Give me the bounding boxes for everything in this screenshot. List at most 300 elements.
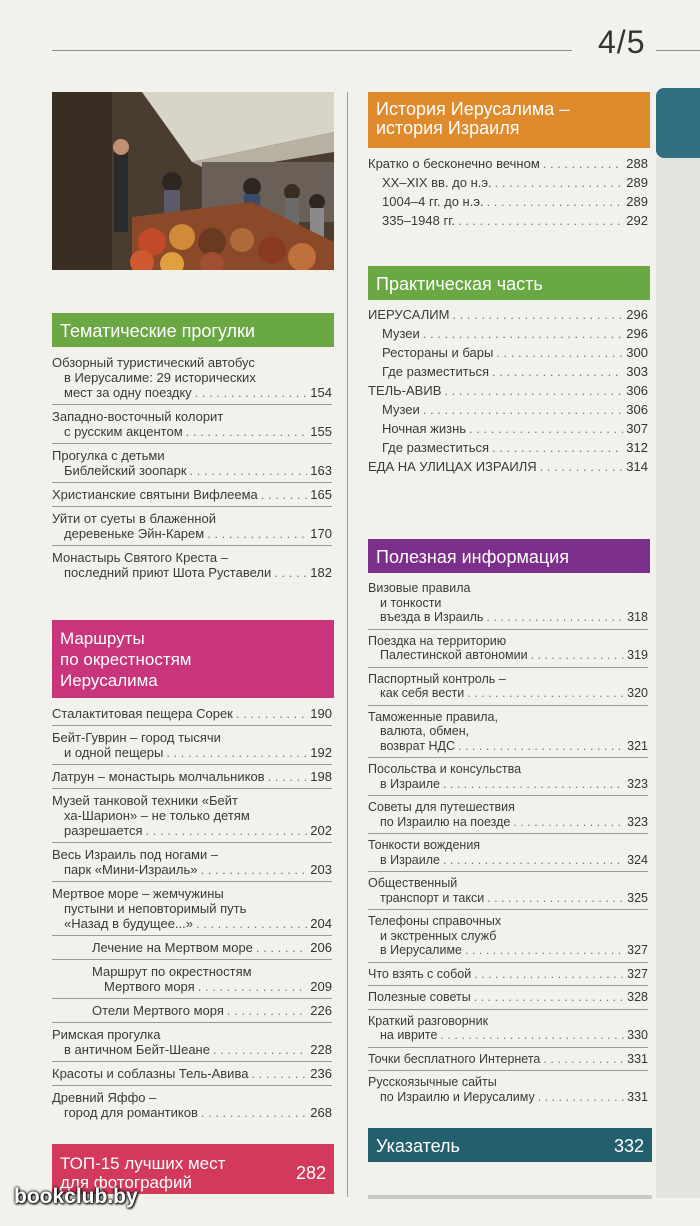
entry-title: Лечение на Мертвом море <box>92 940 253 955</box>
leader-dots <box>201 862 308 877</box>
entry-separator <box>368 1047 648 1048</box>
entry-title: Палестинской автономии <box>380 648 528 662</box>
page-ref: 182 <box>310 565 332 580</box>
entry-text-line: Визовые правила <box>368 581 471 595</box>
page-ref: 203 <box>310 862 332 877</box>
entry-title: с русским акцентом <box>64 424 183 439</box>
entry-separator <box>368 985 648 986</box>
entry-title: Где разместиться <box>382 440 490 455</box>
entry-last-line <box>52 706 332 721</box>
page-ref: 268 <box>310 1105 332 1120</box>
toc-entry[interactable] <box>368 800 648 829</box>
leader-dots <box>496 345 623 360</box>
toc-entry[interactable] <box>368 175 648 190</box>
entry-last-line <box>368 610 648 625</box>
entry-last-line <box>52 1042 332 1057</box>
entry-title: разрешается <box>64 823 143 838</box>
leader-dots <box>256 940 307 955</box>
toc-entry[interactable] <box>52 448 332 478</box>
entry-last-line <box>52 1105 332 1120</box>
section-title-line: по окрестностям <box>60 650 192 669</box>
entry-last-line <box>368 815 648 830</box>
leader-dots <box>268 769 308 784</box>
leader-dots <box>444 383 623 398</box>
entry-last-line <box>382 194 648 209</box>
toc-entry[interactable] <box>368 876 648 905</box>
entry-title: ЕДА НА УЛИЦАХ ИЗРАИЛЯ <box>368 459 537 474</box>
entry-title: Кратко о бесконечно вечном <box>368 156 540 171</box>
page-ref: 320 <box>627 686 648 700</box>
entry-title: как себя вести <box>380 686 465 700</box>
toc-entry[interactable] <box>368 762 648 791</box>
entry-title: последний приют Шота Руставели <box>64 565 272 580</box>
entry-title: Ночная жизнь <box>382 421 467 436</box>
section-title-line: история Израиля <box>376 118 520 138</box>
entry-last-line <box>92 979 332 994</box>
toc-entry[interactable] <box>52 730 332 760</box>
toc-entry[interactable] <box>52 1090 332 1120</box>
toc-entry[interactable] <box>52 511 332 541</box>
page-ref: 318 <box>627 610 648 624</box>
entry-last-line <box>368 383 648 398</box>
entry-last-line <box>382 326 648 341</box>
leader-dots <box>543 1052 624 1067</box>
toc-entry[interactable] <box>368 581 648 625</box>
toc-entry[interactable] <box>52 886 332 931</box>
entry-text-line: Русскоязычные сайты <box>368 1075 497 1089</box>
page-ref: 209 <box>310 979 332 994</box>
toc-entry[interactable] <box>52 550 332 580</box>
leader-dots <box>538 1090 624 1105</box>
watermark: bookclub.by <box>14 1185 138 1208</box>
entry-last-line <box>368 990 648 1005</box>
section-header-walks <box>52 313 334 347</box>
section-title-line: ТОП-15 лучших мест <box>60 1154 226 1173</box>
toc-entry[interactable] <box>368 307 648 322</box>
section-title: Тематические прогулки <box>60 321 255 341</box>
entry-last-line <box>368 686 648 701</box>
section-title-line: История Иерусалима – <box>376 99 570 119</box>
toc-entry[interactable] <box>52 487 332 502</box>
entry-separator <box>368 667 648 668</box>
section-title: Полезная информация <box>376 547 569 567</box>
leader-dots <box>196 916 307 931</box>
entry-last-line <box>52 823 332 838</box>
page-ref: 312 <box>626 440 648 455</box>
entry-title: в античном Бейт-Шеане <box>64 1042 210 1057</box>
leader-dots <box>474 990 624 1005</box>
page-ref: 327 <box>627 943 648 957</box>
entry-separator <box>52 881 332 882</box>
page-ref: 163 <box>310 463 332 478</box>
entry-title: ИЕРУСАЛИМ <box>368 307 450 322</box>
toc-entry[interactable] <box>368 967 648 982</box>
entry-text-line: Тонкости вождения <box>368 838 481 852</box>
entry-title: Красоты и соблазны Тель-Авива <box>52 1066 249 1081</box>
toc-entry[interactable] <box>368 383 648 398</box>
leader-dots <box>207 526 307 541</box>
toc-entry[interactable] <box>52 793 332 838</box>
toc-entry[interactable] <box>368 345 648 360</box>
entry-separator <box>52 1061 332 1062</box>
page-ref: 154 <box>310 385 332 400</box>
entry-title: мест за одну поездку <box>64 385 192 400</box>
page-ref: 292 <box>626 213 648 228</box>
page-ref: 198 <box>310 769 332 784</box>
leader-dots <box>146 823 308 838</box>
leader-dots <box>236 706 307 721</box>
section-title-line: Маршруты <box>60 629 145 648</box>
toc-entry[interactable] <box>52 847 332 877</box>
entry-title: Что взять с собой <box>368 966 472 981</box>
page-ref: 289 <box>626 175 648 190</box>
toc-entry[interactable] <box>52 769 332 784</box>
entry-last-line <box>52 424 332 439</box>
entry-text-line: в Иерусалиме: 29 исторических <box>64 370 256 385</box>
entry-text-line: Прогулка с детьми <box>52 448 165 463</box>
entry-last-line <box>368 967 648 982</box>
entry-title: въезда в Израиль <box>380 610 484 624</box>
leader-dots <box>190 463 308 478</box>
toc-entry[interactable] <box>52 1003 332 1018</box>
page-ref: 296 <box>626 326 648 341</box>
page-ref: 323 <box>627 776 648 791</box>
toc-entry[interactable] <box>368 156 648 171</box>
entry-text-line: Музей танковой техники «Бейт <box>52 793 238 808</box>
toc-history <box>368 156 648 232</box>
leader-dots <box>492 440 623 455</box>
toc-entry[interactable] <box>368 364 648 379</box>
entry-last-line <box>382 175 648 190</box>
entry-separator <box>368 629 648 630</box>
leader-dots <box>440 1028 624 1043</box>
leader-dots <box>261 487 308 502</box>
entry-title: парк «Мини-Израиль» <box>64 862 198 877</box>
toc-entry[interactable] <box>368 710 648 754</box>
entry-title: на иврите <box>380 1028 438 1042</box>
section-title: Практическая часть <box>376 274 543 294</box>
toc-entry[interactable] <box>52 706 332 721</box>
page-ref: 306 <box>626 383 648 398</box>
toc-entry[interactable] <box>368 634 648 663</box>
entry-text-line: Мертвое море – жемчужины <box>52 886 224 901</box>
entry-title: по Израилю и Иерусалиму <box>380 1089 535 1104</box>
section-header-index <box>368 1128 652 1162</box>
entry-text-line: Телефоны справочных <box>368 914 502 928</box>
entry-separator <box>52 764 332 765</box>
leader-dots <box>474 967 624 982</box>
entry-last-line <box>52 463 332 478</box>
page-ref: 303 <box>626 364 648 379</box>
leader-dots <box>492 364 623 379</box>
entry-last-line <box>382 345 648 360</box>
toc-entry[interactable] <box>368 326 648 341</box>
entry-separator <box>52 506 332 507</box>
leader-dots <box>465 943 624 958</box>
leader-dots <box>540 459 624 474</box>
section-header-practical <box>368 266 650 300</box>
entry-last-line <box>368 1028 648 1043</box>
entry-last-line <box>52 526 332 541</box>
leader-dots <box>251 1066 307 1081</box>
leader-dots <box>274 565 307 580</box>
entry-last-line <box>368 739 648 754</box>
leader-dots <box>423 326 624 341</box>
entry-separator <box>52 482 332 483</box>
leader-dots <box>186 424 308 439</box>
entry-text-line: Посольства и консульства <box>368 762 522 776</box>
page-ref: 323 <box>627 814 648 829</box>
entry-text-line: Краткий разговорник <box>368 1013 489 1028</box>
entry-separator <box>368 1070 648 1071</box>
entry-separator <box>52 725 332 726</box>
entry-text-line: и тонкости <box>380 595 442 610</box>
entry-title: город для романтиков <box>64 1105 198 1120</box>
entry-separator <box>52 935 332 936</box>
entry-last-line <box>368 891 648 906</box>
toc-entry[interactable] <box>52 355 332 400</box>
entry-title: Библейский зоопарк <box>64 463 187 478</box>
bottom-rule <box>368 1195 652 1199</box>
entry-title: транспорт и такси <box>380 890 485 905</box>
leader-dots <box>531 648 625 663</box>
entry-title: и одной пещеры <box>64 745 164 760</box>
page-ref: 228 <box>310 1042 332 1057</box>
page-number: 4/5 <box>598 24 646 60</box>
entry-separator <box>368 757 648 758</box>
entry-text-line: и экстренных служб <box>380 928 497 943</box>
page-ref: 331 <box>627 1089 648 1104</box>
entry-separator <box>52 404 332 405</box>
entry-separator <box>368 962 648 963</box>
leader-dots <box>543 156 624 171</box>
entry-text-line: ха-Шарион» – не только детям <box>64 808 250 823</box>
entry-title: Отели Мертвого моря <box>92 1003 224 1018</box>
top-rule-right <box>656 50 700 51</box>
toc-entry[interactable] <box>368 402 648 417</box>
toc-entry[interactable] <box>368 914 648 958</box>
entry-last-line <box>52 487 332 502</box>
entry-title: по Израилю на поезде <box>380 814 511 829</box>
page-ref: 226 <box>310 1003 332 1018</box>
entry-last-line <box>382 421 648 436</box>
entry-text-line: Монастырь Святого Креста – <box>52 550 228 565</box>
entry-separator <box>368 833 648 834</box>
entry-last-line <box>368 853 648 868</box>
edge-strip <box>656 158 700 1198</box>
leader-dots <box>195 385 308 400</box>
entry-last-line <box>368 648 648 663</box>
entry-title: Латрун – монастырь молчальников <box>52 769 265 784</box>
page-ref: 282 <box>295 1163 326 1183</box>
entry-title: ТЕЛЬ-АВИВ <box>368 383 442 398</box>
entry-text-line: валюта, обмен, <box>380 724 470 738</box>
toc-entry[interactable] <box>368 1014 648 1043</box>
toc-entry[interactable] <box>368 838 648 867</box>
entry-separator <box>368 705 648 706</box>
entry-separator <box>52 788 332 789</box>
entry-title: Музеи <box>382 402 420 417</box>
leader-dots <box>452 307 623 322</box>
toc-entry[interactable] <box>52 409 332 439</box>
entry-text-line: Уйти от суеты в блаженной <box>52 511 216 526</box>
entry-title: 335–1948 гг. <box>382 213 455 228</box>
section-title-line: Иерусалима <box>60 671 158 690</box>
entry-last-line <box>382 364 648 379</box>
entry-last-line <box>52 916 332 931</box>
page-ref: 321 <box>627 738 648 753</box>
toc-entry[interactable] <box>368 421 648 436</box>
toc-routes <box>52 706 332 1124</box>
entry-separator <box>52 443 332 444</box>
leader-dots <box>487 194 624 209</box>
page-ref: 165 <box>310 487 332 502</box>
entry-title: Где разместиться <box>382 364 490 379</box>
page-ref: 289 <box>626 194 648 209</box>
page-ref: 328 <box>627 990 648 1004</box>
page-ref: 236 <box>310 1066 332 1081</box>
entry-title: Рестораны и бары <box>382 345 494 360</box>
toc-entry[interactable] <box>368 213 648 228</box>
toc-entry[interactable] <box>52 1027 332 1057</box>
section-header-useful <box>368 539 650 573</box>
entry-separator <box>52 1022 332 1023</box>
leader-dots <box>227 1003 307 1018</box>
toc-entry[interactable] <box>368 1075 648 1104</box>
entry-text-line: пустыни и неповторимый путь <box>64 901 247 916</box>
leader-dots <box>487 891 624 906</box>
entry-separator <box>52 998 332 999</box>
leader-dots <box>198 979 308 994</box>
page-ref: 300 <box>626 345 648 360</box>
entry-last-line <box>368 156 648 171</box>
toc-practical <box>368 307 648 478</box>
section-title-line: для фотографий <box>60 1173 192 1192</box>
section-header-routes <box>52 620 334 698</box>
entry-text-line: Обзорный туристический автобус <box>52 355 255 370</box>
page-ref: 202 <box>310 823 332 838</box>
toc-entry[interactable] <box>52 940 332 955</box>
toc-entry[interactable] <box>368 1052 648 1067</box>
page-ref: 331 <box>627 1051 648 1066</box>
toc-entry[interactable] <box>52 1066 332 1081</box>
entry-last-line <box>368 1052 648 1067</box>
entry-title: в Израиле <box>380 852 440 867</box>
page-ref: 324 <box>627 852 648 867</box>
toc-entry[interactable] <box>368 440 648 455</box>
entry-title: деревеньке Эйн-Карем <box>64 526 205 541</box>
entry-last-line <box>52 565 332 580</box>
leader-dots <box>495 175 624 190</box>
edge-tab <box>656 88 700 158</box>
top-rule <box>52 50 572 51</box>
toc-walks <box>52 355 332 584</box>
entry-title: в Израиле <box>380 776 440 791</box>
toc-entry[interactable] <box>52 964 332 994</box>
entry-separator <box>52 1085 332 1086</box>
entry-last-line <box>382 213 648 228</box>
page-ref: 170 <box>310 526 332 541</box>
entry-title: Сталактитовая пещера Сорек <box>52 706 233 721</box>
entry-text-line: Общественный <box>368 876 458 890</box>
entry-last-line <box>52 769 332 784</box>
entry-text-line: Маршрут по окрестностям <box>92 964 252 979</box>
entry-separator <box>368 795 648 796</box>
entry-text-line: Весь Израиль под ногами – <box>52 847 219 862</box>
entry-title: в Иерусалиме <box>380 943 462 957</box>
page-ref: 307 <box>626 421 648 436</box>
page-ref: 288 <box>626 156 648 171</box>
market-photo <box>52 92 334 270</box>
entry-title: Музеи <box>382 326 420 341</box>
entry-text-line: Римская прогулка <box>52 1027 161 1042</box>
page-ref: 204 <box>310 916 332 931</box>
entry-last-line <box>52 862 332 877</box>
leader-dots <box>201 1105 307 1120</box>
entry-title: Мертвого моря <box>104 979 195 994</box>
page-ref: 206 <box>310 940 332 955</box>
column-divider <box>347 92 348 1197</box>
entry-separator <box>368 909 648 910</box>
entry-title: возврат НДС <box>380 738 456 753</box>
entry-last-line <box>382 440 648 455</box>
page-ref: 330 <box>627 1028 648 1042</box>
entry-text-line: Паспортный контроль – <box>368 671 506 686</box>
entry-text-line: Западно-восточный колорит <box>52 409 224 424</box>
section-header-history <box>368 92 650 148</box>
entry-title: Христианские святыни Вифлеема <box>52 487 258 502</box>
entry-last-line <box>368 943 648 958</box>
leader-dots <box>467 686 624 701</box>
leader-dots <box>166 745 307 760</box>
entry-last-line <box>92 940 332 955</box>
leader-dots <box>469 421 623 436</box>
entry-last-line <box>368 1090 648 1105</box>
toc-useful <box>368 581 648 1108</box>
entry-last-line <box>92 1003 332 1018</box>
leader-dots <box>443 853 624 868</box>
page-ref: 190 <box>310 706 332 721</box>
leader-dots <box>513 815 624 830</box>
entry-separator <box>52 959 332 960</box>
entry-last-line <box>368 777 648 792</box>
entry-title: Точки бесплатного Интернета <box>368 1051 541 1066</box>
entry-last-line <box>52 1066 332 1081</box>
page-ref: 155 <box>310 424 332 439</box>
entry-title: «Назад в будущее...» <box>64 916 193 931</box>
entry-text-line: Поездка на территорию <box>368 633 507 648</box>
section-title: Указатель <box>376 1136 460 1156</box>
leader-dots <box>486 610 624 625</box>
toc-entry[interactable] <box>368 194 648 209</box>
toc-entry[interactable] <box>368 459 648 474</box>
toc-entry[interactable] <box>368 672 648 701</box>
entry-text-line: Таможенные правила, <box>368 709 498 724</box>
entry-last-line <box>52 745 332 760</box>
entry-separator <box>368 871 648 872</box>
page-ref: 332 <box>613 1136 644 1156</box>
page-ref: 296 <box>626 307 648 322</box>
entry-title: XX–XIX вв. до н.э. <box>382 175 492 190</box>
page-ref: 314 <box>626 459 648 474</box>
leader-dots <box>443 777 624 792</box>
entry-separator <box>368 1009 648 1010</box>
toc-entry[interactable] <box>368 990 648 1005</box>
leader-dots <box>458 213 623 228</box>
entry-separator <box>52 842 332 843</box>
page-ref: 327 <box>627 966 648 981</box>
entry-title: Полезные советы <box>368 990 471 1004</box>
